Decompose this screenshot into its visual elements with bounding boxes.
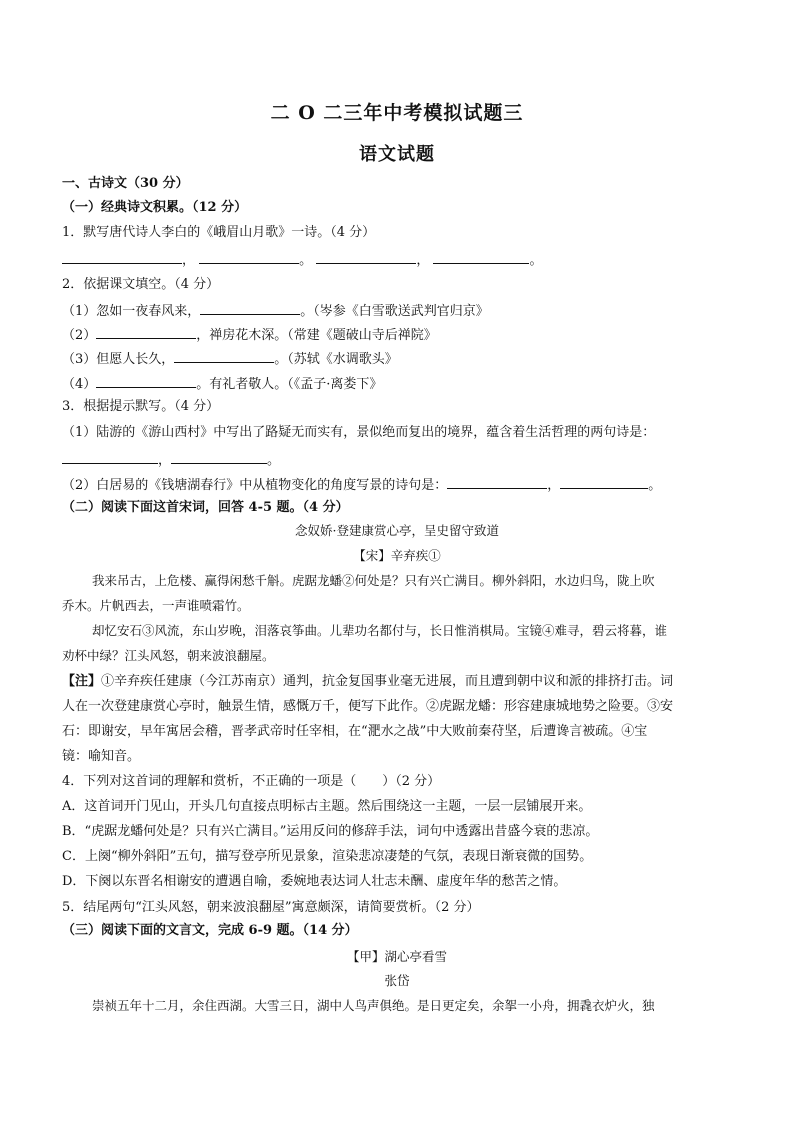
punct: 。 — [267, 453, 281, 468]
question-2-item-2 — [62, 324, 437, 346]
item-text: ，禅房花木深。（常建《题破山寺后禅院》 — [196, 328, 437, 343]
punct: 。 — [299, 253, 313, 268]
question-3-item-1-answer — [62, 449, 280, 471]
question-3: 3．根据提示默写。（4 分） — [62, 399, 220, 414]
option-c: C．上阕“柳外斜阳”五句，描写登亭所见景象，渲染悲凉凄楚的气氛，表现日渐衰微的国势。 — [62, 849, 593, 864]
section1-heading: （一）经典诗文积累。（12 分） — [62, 200, 248, 215]
question-3-item-1: （1）陆游的《游山西村》中写出了路疑无而实有，景似绝而复出的境界，蕴含着生活哲理的两句诗是： — [62, 425, 656, 440]
question-5: 5．结尾两句“江头风怒，朝来波浪翻屋”寓意颇深，请简要赏析。（2 分） — [62, 900, 480, 915]
option-a: A．这首词开门见山，开头几句直接点明标古主题。然后围绕这一主题，一层一层铺展开来。 — [62, 799, 592, 814]
answer-blank[interactable] — [316, 249, 416, 264]
option-d: D．下阕以东晋名相谢安的遭遇自喻，委婉地表达词人壮志未酬、虚度年华的愁苦之情。 — [62, 874, 567, 889]
punct: ， — [547, 478, 561, 493]
part1-heading: 一、古诗文（30 分） — [62, 176, 189, 191]
item-text: 。（岑参《白雪歌送武判官归京》 — [300, 304, 489, 319]
answer-blank[interactable] — [96, 324, 196, 339]
poem-line: 却忆安石③风流，东山岁晚，泪落哀筝曲。儿辈功名都付与，长日惟消棋局。宝镜④难寻，碧云将暮，谁 — [92, 623, 668, 638]
question-3-item-2 — [62, 474, 661, 496]
question-1: 1．默写唐代诗人李白的《峨眉山月歌》一诗。（4 分） — [62, 225, 376, 240]
answer-blank[interactable] — [560, 474, 648, 489]
punct: 。 — [648, 478, 662, 493]
answer-blank[interactable] — [96, 373, 196, 388]
question-2-item-4 — [62, 373, 382, 395]
question-4: 4．下列对这首词的理解和赏析，不正确的一项是（ ）（2 分） — [62, 774, 441, 789]
punct: 。 — [529, 253, 543, 268]
punct: ， — [416, 253, 430, 268]
section2-heading: （二）阅读下面这首宋词，回答 4-5 题。（4 分） — [62, 500, 349, 515]
note-line — [62, 672, 673, 692]
answer-blank[interactable] — [433, 249, 529, 264]
poem-title: 念奴娇·登建康赏心亭，呈史留守致道 — [295, 523, 499, 538]
answer-blank[interactable] — [199, 249, 299, 264]
poem-line: 劝杯中绿？江头风怒，朝来波浪翻屋。 — [62, 648, 275, 663]
note-text: ①辛弃疾任建康（今江苏南京）通判，抗金复国事业毫无进展，而且遭到朝中议和派的排挤打击。词 — [101, 674, 674, 689]
poem-line: 我来吊古，上危楼、赢得闲愁千斛。虎踞龙蟠②何处是？只有兴亡满目。柳外斜阳，水边归鸟，陇上吹 — [92, 573, 655, 588]
poem-line: 乔木。片帆西去，一声谁喷霜竹。 — [62, 598, 250, 613]
answer-blank[interactable] — [200, 300, 300, 315]
answer-blank[interactable] — [174, 348, 274, 363]
option-b: B．“虎踞龙蟠何处是？只有兴亡满目。”运用反问的修辞手法，词句中透露出昔盛今衰的悲凉。 — [62, 824, 599, 839]
item-text: 。有礼者敬人。（《孟子·离娄下》 — [196, 377, 383, 392]
note-label: 【注】 — [62, 674, 102, 689]
punct: ， — [158, 453, 172, 468]
question-2: 2．依据课文填空。（4 分） — [62, 277, 220, 292]
note-line: 人在一次登建康赏心亭时，触景生情，感慨万千，便写下此作。②虎踞龙蟠：形容建康城地势之险要。③安 — [62, 699, 674, 714]
note-line: 石：即谢安，早年寓居会稽，晋孝武帝时任宰相，在“淝水之战”中大败前秦苻坚，后遭谗言被疏。④宝 — [62, 724, 648, 739]
text-title: 【甲】湖心亭看雪 — [346, 949, 447, 964]
item-text: （2）白居易的《钱塘湖春行》中从植物变化的角度写景的诗句是： — [62, 478, 448, 493]
item-text: （3）但愿人长久， — [62, 352, 175, 367]
exam-subtitle: 语文试题 — [359, 144, 435, 165]
item-text: 。（苏轼《水调歌头》 — [274, 352, 398, 367]
answer-blank[interactable] — [171, 449, 267, 464]
answer-blank[interactable] — [447, 474, 547, 489]
answer-blank[interactable] — [62, 249, 182, 264]
text-author: 张岱 — [384, 973, 410, 988]
section3-heading: （三）阅读下面的文言文，完成 6-9 题。（14 分） — [62, 923, 358, 938]
answer-blank[interactable] — [62, 449, 158, 464]
item-text: （1）忽如一夜春风来， — [62, 304, 201, 319]
question-2-item-1 — [62, 300, 489, 322]
text-line: 崇祯五年十二月，余住西湖。大雪三日，湖中人鸟声俱绝。是日更定矣，余挐一小舟，拥毳衣炉火，独 — [92, 998, 655, 1013]
note-line: 镜：喻知音。 — [62, 749, 141, 764]
question-1-answer-line — [62, 249, 542, 271]
item-text: （2） — [62, 328, 97, 343]
exam-title: 二 O 二三年中考模拟试题三 — [270, 102, 524, 124]
punct: ， — [182, 253, 196, 268]
question-2-item-3 — [62, 348, 398, 370]
item-text: （4） — [62, 377, 97, 392]
poem-author: 【宋】辛弃疾① — [353, 548, 441, 563]
